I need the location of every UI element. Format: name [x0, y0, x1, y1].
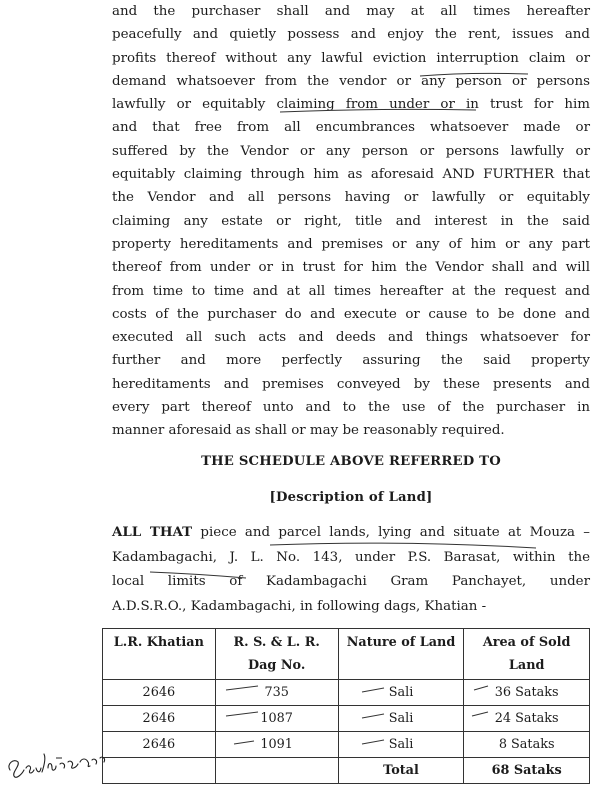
- handwritten-signature: [4, 728, 114, 788]
- body-line: equitably claiming through him as aforesaid AND FURTHER that: [112, 167, 590, 183]
- body-line: claiming any estate or right, title and interest in the said: [112, 213, 590, 229]
- body-line: from time to time and at all times hereafter at the request and: [112, 283, 590, 299]
- header-area: Area of Sold Land: [464, 629, 590, 680]
- cell-nature: Sali: [338, 706, 464, 732]
- body-line: manner aforesaid as shall or may be reasonably required.: [112, 423, 505, 439]
- cell-dag: 1091: [215, 732, 338, 758]
- total-value: 68 Sataks: [464, 758, 590, 784]
- body-line: demand whatsoever from the vendor or any person or persons: [112, 73, 590, 89]
- header-nature-of-land: Nature of Land: [338, 629, 464, 680]
- cell-nature: Sali: [338, 732, 464, 758]
- cell-dag: 735: [215, 680, 338, 706]
- cell-area: 8 Sataks: [464, 732, 590, 758]
- body-line: peacefully and quietly possess and enjoy the rent, issues and: [112, 27, 590, 43]
- body-line: property hereditaments and premises or any of him or any part: [112, 236, 590, 252]
- land-line-1: ALL THAT piece and parcel lands, lying and situate at Mouza –: [112, 524, 590, 540]
- body-line: suffered by the Vendor or any person or persons lawfully or: [112, 143, 590, 159]
- body-line: further and more perfectly assuring the said property: [112, 353, 590, 369]
- total-label: Total: [338, 758, 464, 784]
- body-line: and the purchaser shall and may at all times hereafter: [112, 4, 590, 19]
- cell-khatian: 2646: [103, 680, 216, 706]
- body-line: profits thereof without any lawful eviction interruption claim or: [112, 50, 590, 66]
- body-line: and that free from all encumbrances whatsoever made or: [112, 120, 590, 136]
- land-line-3: local limits of Kadambagachi Gram Panchayet, under: [112, 574, 590, 589]
- cell-area: 24 Sataks: [464, 706, 590, 732]
- land-line-2: Kadambagachi, J. L. No. 143, under P.S. Barasat, within the: [112, 549, 590, 565]
- land-line-4: A.D.S.R.O., Kadambagachi, in following dags, Khatian -: [112, 598, 487, 614]
- body-line: lawfully or equitably claiming from under or in trust for him: [112, 97, 590, 113]
- body-line: hereditaments and premises conveyed by these presents and: [112, 376, 590, 392]
- body-line: costs of the purchaser do and execute or cause to be done and: [112, 306, 590, 322]
- land-lead: ALL THAT: [112, 524, 193, 540]
- description-heading: [Description of Land]: [269, 490, 433, 505]
- cell-khatian: 2646: [103, 732, 216, 758]
- header-dag-no: R. S. & L. R. Dag No.: [215, 629, 338, 680]
- cell-area: 36 Sataks: [464, 680, 590, 706]
- body-line: executed all such acts and deeds and things whatsoever for: [112, 330, 590, 346]
- body-line: thereof from under or in trust for him the Vendor shall and will: [112, 260, 590, 276]
- cell-nature: Sali: [338, 680, 464, 706]
- body-line: every part thereof unto and to the use of the purchaser in: [112, 400, 590, 416]
- body-line: the Vendor and all persons having or lawfully or equitably: [112, 190, 590, 206]
- schedule-heading: THE SCHEDULE ABOVE REFERRED TO: [201, 454, 501, 469]
- cell-dag: 1087: [215, 706, 338, 732]
- header-khatian: L.R. Khatian: [103, 629, 216, 680]
- cell-khatian: 2646: [103, 706, 216, 732]
